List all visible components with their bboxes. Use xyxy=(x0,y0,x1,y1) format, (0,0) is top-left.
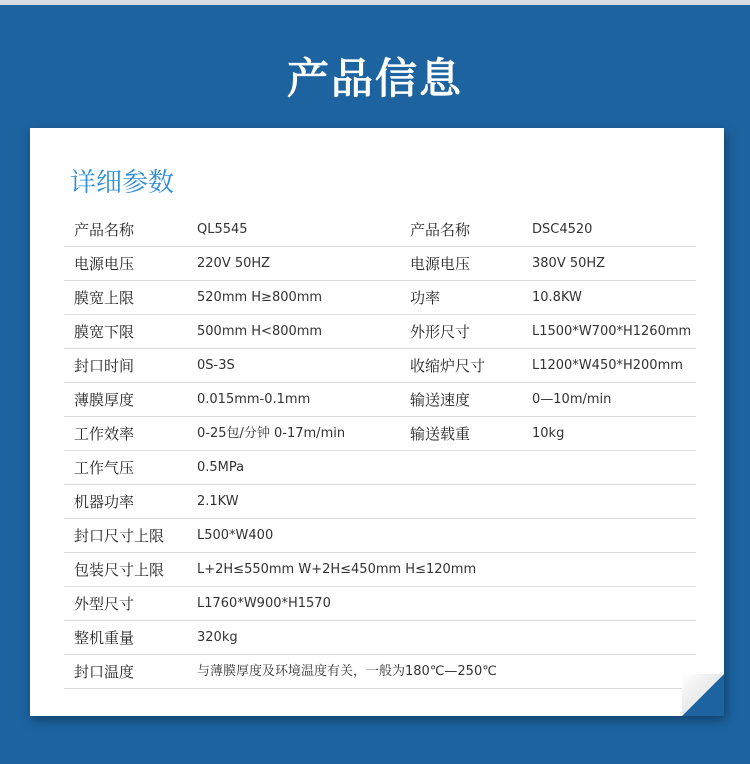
table-row xyxy=(64,383,696,417)
param-label: 电源电压 xyxy=(74,255,135,273)
param-label: 输送载重 xyxy=(410,425,471,443)
param-value: 0—10m/min xyxy=(532,392,612,407)
top-strip xyxy=(0,0,750,5)
param-label: 机器功率 xyxy=(74,493,135,511)
param-value: 380V 50HZ xyxy=(532,256,606,271)
param-value: L500*W400 xyxy=(197,528,274,543)
param-label: 输送速度 xyxy=(410,391,471,409)
param-value: L1760*W900*H1570 xyxy=(197,596,331,611)
section-title: 详细参数 xyxy=(70,168,175,198)
table-row xyxy=(64,519,696,553)
param-value: L1500*W700*H1260mm xyxy=(532,324,692,339)
param-value: 320kg xyxy=(197,630,238,645)
table-row xyxy=(64,621,696,655)
page-curl-flap xyxy=(682,674,724,716)
param-value: 0.015mm-0.1mm xyxy=(197,392,311,407)
param-label: 外型尺寸 xyxy=(74,595,135,613)
param-value: 220V 50HZ xyxy=(197,256,271,271)
param-value: 10kg xyxy=(532,426,565,441)
param-value: 10.8KW xyxy=(532,290,582,305)
param-value: 2.1KW xyxy=(197,494,239,509)
param-value: 与薄膜厚度及环境温度有关，一般为180℃—250℃ xyxy=(197,664,497,679)
param-label: 膜宽上限 xyxy=(74,289,135,307)
param-label: 功率 xyxy=(410,289,441,307)
param-value: 0S-3S xyxy=(197,358,235,373)
table-row xyxy=(64,485,696,519)
table-row xyxy=(64,213,696,247)
param-label: 外形尺寸 xyxy=(410,323,471,341)
param-value: QL5545 xyxy=(197,222,248,237)
param-label: 整机重量 xyxy=(74,629,135,647)
table-row xyxy=(64,281,696,315)
param-label: 封口尺寸上限 xyxy=(74,527,165,545)
param-value: 0-25包/分钟 0-17m/min xyxy=(197,426,346,441)
param-label: 包装尺寸上限 xyxy=(74,561,165,579)
spec-card xyxy=(30,128,724,716)
param-label: 电源电压 xyxy=(410,255,471,273)
table-row xyxy=(64,553,696,587)
param-value: L+2H≤550mm W+2H≤450mm H≤120mm xyxy=(197,562,477,577)
param-label: 工作效率 xyxy=(74,425,135,443)
page-title: 产品信息 xyxy=(286,54,463,103)
table-row xyxy=(64,315,696,349)
table-row xyxy=(64,587,696,621)
param-label: 工作气压 xyxy=(74,459,135,477)
param-label: 封口温度 xyxy=(74,663,135,681)
spec-table xyxy=(64,213,696,689)
param-label: 膜宽下限 xyxy=(74,323,135,341)
table-row xyxy=(64,417,696,451)
param-value: L1200*W450*H200mm xyxy=(532,358,683,373)
table-row xyxy=(64,247,696,281)
param-value: DSC4520 xyxy=(532,222,593,237)
param-label: 产品名称 xyxy=(74,221,135,239)
table-row xyxy=(64,451,696,485)
table-row xyxy=(64,655,696,689)
param-label: 薄膜厚度 xyxy=(74,391,135,409)
param-label: 产品名称 xyxy=(410,221,471,239)
param-value: 500mm H<800mm xyxy=(197,324,323,339)
param-value: 0.5MPa xyxy=(197,460,245,475)
param-label: 封口时间 xyxy=(74,357,135,375)
param-value: 520mm H≥800mm xyxy=(197,290,323,305)
param-label: 收缩炉尺寸 xyxy=(410,357,486,375)
table-row xyxy=(64,349,696,383)
